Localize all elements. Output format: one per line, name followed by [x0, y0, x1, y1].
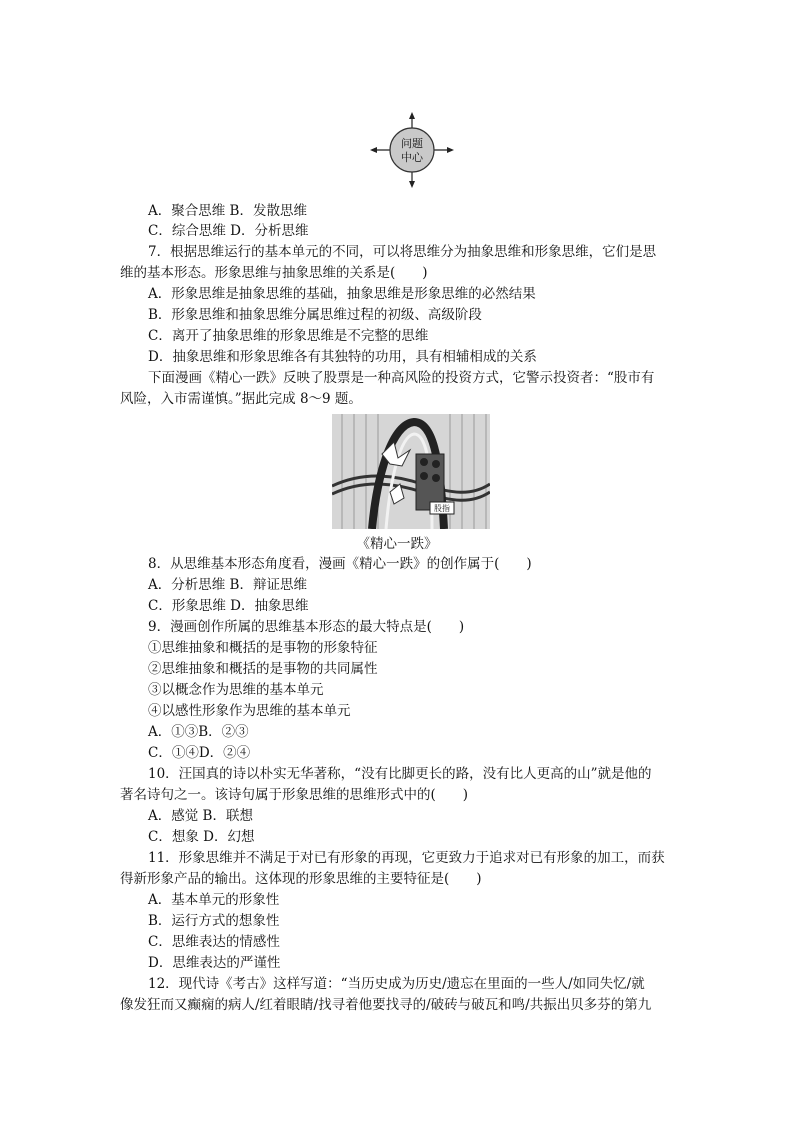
- option-line: C．综合思维 D．分析思维: [148, 223, 309, 239]
- question-center-compass-icon: [368, 112, 456, 188]
- icon-label-line2: 中心: [401, 151, 423, 164]
- question-11-line1: 11．形象思维并不满足于对已有形象的再现，它更致力于追求对已有形象的加工，而获: [148, 850, 665, 866]
- roller-coaster-cartoon-image: [332, 414, 490, 529]
- statement-line: ④以感性形象作为思维的基本单元: [148, 703, 351, 719]
- option-line: C．思维表达的情感性: [148, 934, 280, 950]
- option-line: C．形象思维 D．抽象思维: [148, 598, 309, 614]
- option-line: A．聚合思维 B．发散思维: [148, 203, 307, 219]
- statement-line: ③以概念作为思维的基本单元: [148, 682, 324, 698]
- option-line: C．想象 D．幻想: [148, 829, 255, 845]
- option-line: B．运行方式的想象性: [148, 913, 280, 929]
- statement-line: ①思维抽象和概括的是事物的形象特征: [148, 640, 378, 656]
- question-10-line2: 著名诗句之一。该诗句属于形象思维的思维形式中的( ): [120, 787, 469, 803]
- icon-label-line1: 问题: [401, 137, 423, 150]
- option-line: D．思维表达的严谨性: [148, 955, 281, 971]
- option-line: A．形象思维是抽象思维的基础，抽象思维是形象思维的必然结果: [148, 286, 536, 302]
- option-line: A．①③B．②③: [148, 724, 249, 740]
- option-line: D．抽象思维和形象思维各有其独特的功用，具有相辅相成的关系: [148, 349, 537, 365]
- question-8: 8．从思维基本形态角度看，漫画《精心一跌》的创作属于( ): [148, 556, 532, 572]
- figure-caption: 《精心一跌》: [356, 536, 438, 552]
- question-12-line1: 12．现代诗《考古》这样写道：“当历史成为历史/遗忘在里面的一些人/如同失忆/就: [148, 976, 645, 992]
- option-line: C．离开了抽象思维的形象思维是不完整的思维: [148, 328, 429, 344]
- question-9: 9．漫画创作所属的思维基本形态的最大特点是( ): [148, 619, 465, 635]
- passage-line1: 下面漫画《精心一跌》反映了股票是一种高风险的投资方式，它警示投资者：“股市有: [148, 370, 655, 386]
- option-line: B．形象思维和抽象思维分属思维过程的初级、高级阶段: [148, 307, 482, 323]
- question-11-line2: 得新形象产品的输出。这体现的形象思维的主要特征是( ): [120, 871, 482, 887]
- question-7-line2: 维的基本形态。形象思维与抽象思维的关系是( ): [120, 265, 428, 281]
- question-12-line2: 像发狂而又癫痫的病人/红着眼睛/找寻着他要找寻的/破砖与破瓦和鸣/共振出贝多芬的第九: [120, 997, 652, 1013]
- option-line: A．基本单元的形象性: [148, 892, 280, 908]
- statement-line: ②思维抽象和概括的是事物的共同属性: [148, 661, 378, 677]
- question-7-line1: 7．根据思维运行的基本单元的不同，可以将思维分为抽象思维和形象思维，它们是思: [148, 244, 657, 260]
- option-line: A．感觉 B．联想: [148, 808, 253, 824]
- question-10-line1: 10．汪国真的诗以朴实无华著称，“没有比脚更长的路，没有比人更高的山”就是他的: [148, 766, 652, 782]
- option-line: C．①④D．②④: [148, 745, 251, 761]
- option-line: A．分析思维 B．辩证思维: [148, 577, 307, 593]
- passage-line2: 风险，入市需谨慎。”据此完成 8～9 题。: [120, 391, 362, 407]
- cartoon-sign-label: 股指: [434, 504, 450, 513]
